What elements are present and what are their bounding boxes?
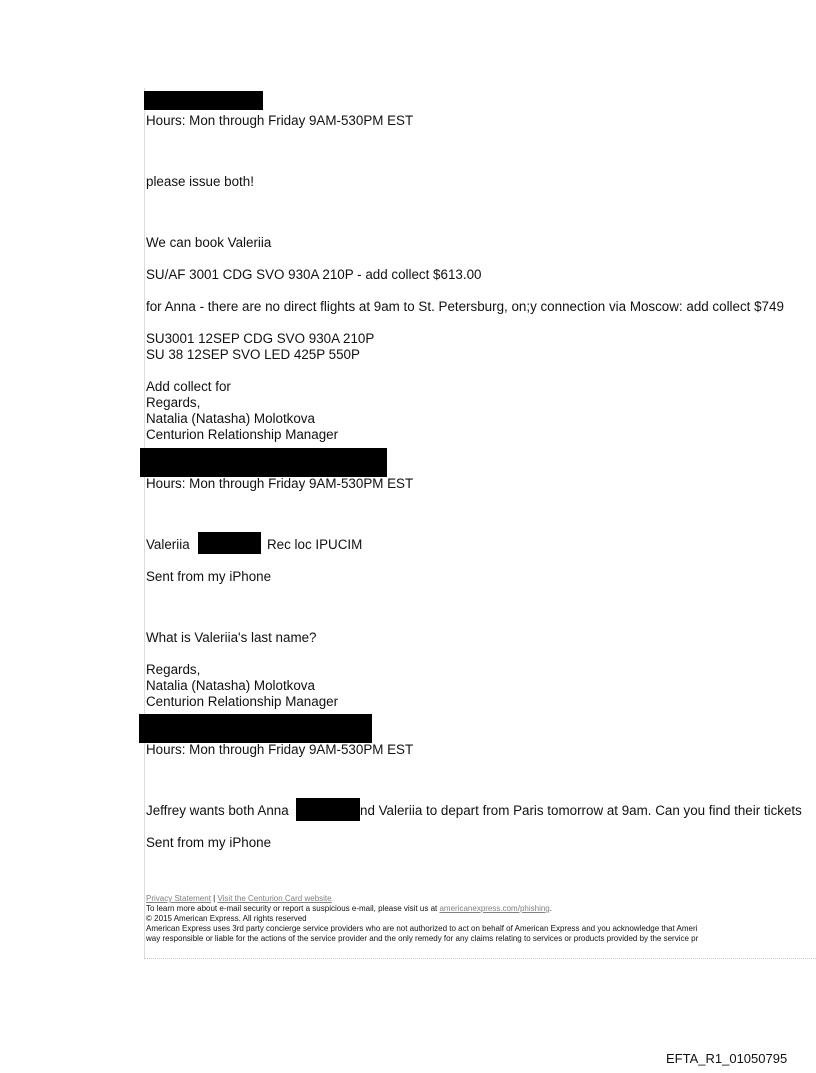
document-id: EFTA_R1_01050795 <box>666 1051 788 1066</box>
sent-from-line: Sent from my iPhone <box>146 835 272 850</box>
hours-line: Hours: Mon through Friday 9AM-530PM EST <box>146 113 414 128</box>
security-text: To learn more about e-mail security or report a suspicious e-mail, please visit us at <box>146 904 440 913</box>
signer-name: Natalia (Natasha) Molotkova <box>146 411 315 426</box>
hours-line: Hours: Mon through Friday 9AM-530PM EST <box>146 742 414 757</box>
itinerary-line-2: SU 38 12SEP SVO LED 425P 550P <box>146 347 360 362</box>
footer-links <box>146 894 332 903</box>
itinerary-line-1: SU3001 12SEP CDG SVO 930A 210P <box>146 331 375 346</box>
redaction-block <box>144 91 263 110</box>
footer-disclaimer-1: American Express uses 3rd party concierge service providers who are not authorized to act on behalf of American Express and you acknowledge that Ameri <box>146 924 698 933</box>
record-locator: Rec loc IPUCIM <box>267 537 363 552</box>
anna-note: for Anna - there are no direct flights at 9am to St. Petersburg, on;y connection via Moscow: add collect $749 <box>146 299 784 314</box>
message-body: please issue both! <box>146 174 254 189</box>
hours-line: Hours: Mon through Friday 9AM-530PM EST <box>146 476 414 491</box>
footer-security-line <box>146 904 552 913</box>
question-line: What is Valeriia's last name? <box>146 630 317 645</box>
regards-line: Regards, <box>146 395 201 410</box>
footer-divider <box>144 958 816 959</box>
message-part-2: nd Valeriia to depart from Paris tomorrow at 9am. Can you find their tickets <box>360 803 802 818</box>
regards-line: Regards, <box>146 662 201 677</box>
footer-separator: | <box>210 894 218 903</box>
redaction-block <box>296 798 360 821</box>
privacy-statement-link[interactable]: Privacy Statement <box>146 894 211 903</box>
centurion-website-link[interactable]: Visit the Centurion Card website <box>217 894 332 903</box>
signer-title: Centurion Relationship Manager <box>146 427 339 442</box>
signer-title: Centurion Relationship Manager <box>146 694 339 709</box>
redaction-block <box>140 448 387 477</box>
email-thread <box>144 88 816 958</box>
redaction-block <box>139 714 372 743</box>
footer-disclaimer-2: way responsible or liable for the actions of the service provider and the only remedy for any claims relating to services or products provided by the service pr <box>146 934 699 943</box>
add-collect-line: Add collect for <box>146 379 231 394</box>
sent-from-line: Sent from my iPhone <box>146 569 272 584</box>
name-prefix: Valeriia <box>146 537 190 552</box>
phishing-link[interactable]: americanexpress.com/phishing <box>439 904 550 913</box>
signer-name: Natalia (Natasha) Molotkova <box>146 678 315 693</box>
message-part-1: Jeffrey wants both Anna <box>146 803 289 818</box>
flight-line-valeriia: SU/AF 3001 CDG SVO 930A 210P - add collect $613.00 <box>146 267 482 282</box>
footer-copyright: © 2015 American Express. All rights reserved <box>146 914 307 923</box>
security-period: . <box>549 904 552 913</box>
message-intro: We can book Valeriia <box>146 235 272 250</box>
redaction-block <box>198 532 261 554</box>
